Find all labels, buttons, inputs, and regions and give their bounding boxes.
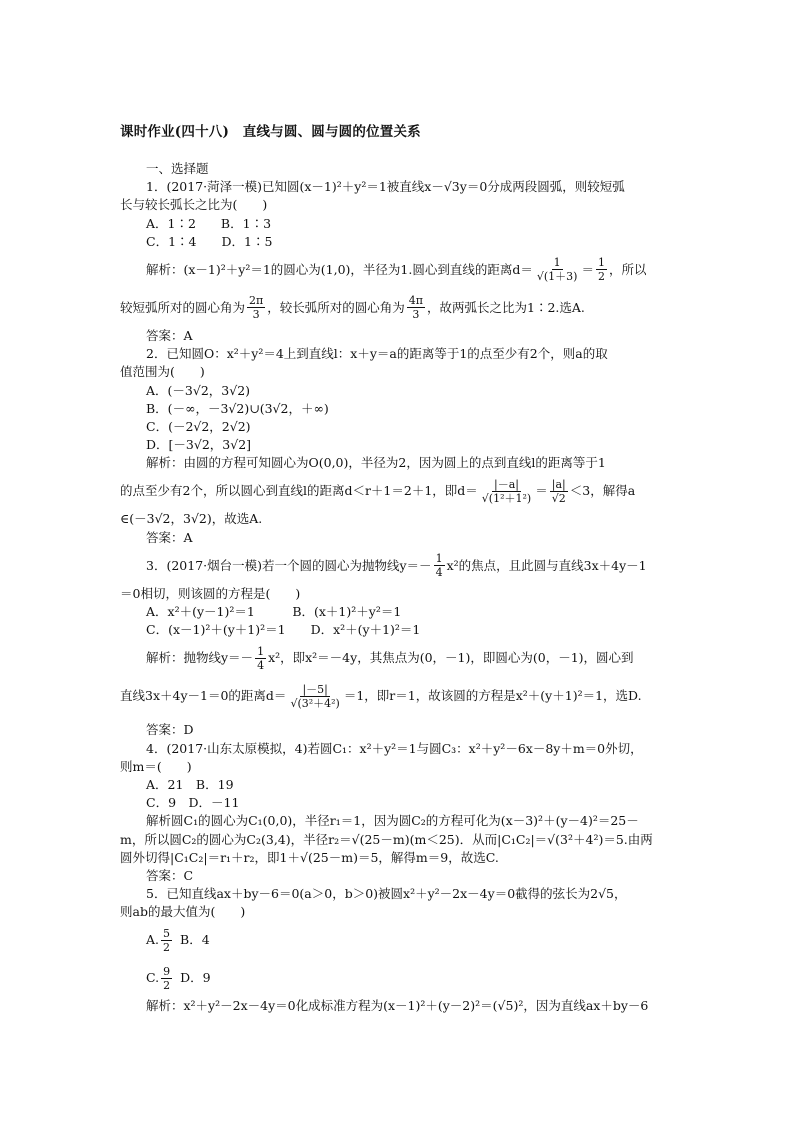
q1-options-1: A．1∶2 B．1∶3 — [146, 215, 272, 231]
section-heading: 一、选择题 — [146, 161, 209, 176]
q4-solution-3: 圆外切得|C₁C₂|＝r₁＋r₂，即1＋√(25－m)＝5，解得m＝9，故选C. — [120, 849, 499, 865]
q1-fraction-2pi3: $\frac{2\pi}{3}$ — [249, 294, 264, 322]
q5-fraction-5-2: $\frac{5}{2}$ — [163, 926, 171, 954]
q4-stem-1: 4．(2017·山东太原模拟，4)若圆C₁：x²＋y²＝1与圆C₃：x²＋y²－6x－8y＋m＝0外切， — [146, 740, 643, 756]
q1-fraction-distance: $\frac{1}{√(1+3)}$ — [536, 256, 578, 284]
q5-stem-1: 5．已知直线ax＋by－6＝0(a＞0，b＞0)被圆x²＋y²－2x－4y＝0截得的弦长为2√5， — [146, 886, 627, 902]
q4-answer: 答案：C — [146, 867, 194, 883]
q3-answer: 答案：D — [146, 722, 194, 738]
content — [120, 160, 680, 1016]
q2-answer: 答案：A — [146, 529, 193, 545]
q1-solution-1: 解析：(x－1)²＋y²＝1的圆心为(1,0)，半径为1.圆心到直线的距离d＝ $\frac{1}{√(1+3)}$ ＝ $\frac{1}{2}$ ，所以 — [146, 256, 647, 284]
q2-solution-3: ∈(－3√2，3√2)，故选A. — [120, 511, 263, 527]
q2-option-c: C．(－2√2，2√2) — [146, 418, 251, 434]
q2-solution-1: 解析：由圆的方程可知圆心为O(0,0)，半径为2，因为圆上的点到直线l的距离等于1 — [146, 455, 606, 471]
q4-solution-1: 解析圆C₁的圆心为C₁(0,0)，半径r₁＝1，因为圆C₂的方程可化为(x－3)²＋(y－4)²＝25－ — [146, 813, 639, 829]
q1-sol-text: 解析：(x－1)²＋y²＝1的圆心为(1,0)，半径为1.圆心到直线的距离d＝ — [146, 261, 533, 277]
q5-options-ab: A. $\frac{5}{2}$ B．4 — [146, 926, 210, 954]
q1-options-2: C．1∶4 D．1∶5 — [146, 233, 273, 249]
q2-stem-1: 2．已知圆O：x²＋y²＝4上到直线l：x＋y＝a的距离等于1的点至少有2个，则a的取 — [146, 346, 608, 362]
q1-solution-2: 较短弧所对的圆心角为 $\frac{2\pi}{3}$ ，较长弧所对的圆心角为 $\frac{4\pi}{3}$ ，故两弧长之比为1∶2.选A. — [120, 294, 585, 322]
q1-fraction-half: $\frac{1}{2}$ — [597, 256, 605, 284]
q2-option-b: B．(－∞，－3√2)∪(3√2，＋∞) — [146, 400, 329, 416]
q4-stem-2: 则m＝( ) — [120, 758, 192, 774]
q3-solution-2: 直线3x＋4y－1＝0的距离d＝ $\frac{|-5|}{\text{√(3²＋4²)}}$ ＝1，即r＝1，故该圆的方程是x²＋(y＋1)²＝1，选D. — [120, 682, 642, 710]
q3-options-1: A．x²＋(y－1)²＝1 B．(x＋1)²＋y²＝1 — [146, 604, 402, 619]
q3-fraction-distance: $\frac{|-5|}{\text{√(3²＋4²)}}$ — [290, 682, 340, 710]
q4-options-2: C．9 D．－11 — [146, 795, 240, 811]
q3-fraction-quarter: $\frac{1}{4}$ — [435, 552, 443, 580]
q2-fraction-abs-a: $\frac{|a|}{√2}$ — [551, 477, 566, 505]
q5-options-cd: C. $\frac{9}{2}$ D．9 — [146, 964, 211, 992]
q3-stem-1: 3．(2017·烟台一模)若一个圆的圆心为抛物线y＝－ $\frac{1}{4}$ x²的焦点，且此圆与直线3x＋4y－1 — [146, 552, 647, 580]
q4-options-1: A．21 B．19 — [146, 776, 234, 792]
q5-stem-2: 则ab的最大值为( ) — [120, 904, 246, 920]
q5-solution-1: 解析：x²＋y²－2x－4y＝0化成标准方程为(x－1)²＋(y－2)²＝(√5)²，因为直线ax＋by－6 — [146, 998, 649, 1014]
q4-solution-2: m，所以圆C₂的圆心为C₂(3,4)，半径r₂＝√(25－m)(m＜25)．从而|C₁C₂|＝√(3²＋4²)＝5.由两 — [120, 831, 653, 847]
q5-fraction-9-2: $\frac{9}{2}$ — [163, 964, 171, 992]
q1-fraction-4pi3: $\frac{4\pi}{3}$ — [408, 294, 423, 322]
q2-option-d: D．[－3√2，3√2] — [146, 437, 252, 453]
q1-stem-2: 长与较长弧长之比为( ) — [120, 197, 268, 213]
q1-stem-1: 1．(2017·菏泽一模)已知圆(x－1)²＋y²＝1被直线x－√3y＝0分成两段圆弧，则较短弧 — [146, 179, 625, 195]
q2-option-a: A．(－3√2，3√2) — [146, 382, 251, 398]
q1-answer: 答案：A — [146, 327, 193, 343]
page-title: 课时作业(四十八) 直线与圆、圆与圆的位置关系 — [120, 124, 421, 140]
q3-stem-2: ＝0相切，则该圆的方程是( ) — [120, 585, 301, 601]
q3-options-2: C．(x－1)²＋(y＋1)²＝1 D．x²＋(y＋1)²＝1 — [146, 622, 421, 638]
q2-stem-2: 值范围为( ) — [120, 364, 205, 380]
q3-sol-fraction-quarter: $\frac{1}{4}$ — [257, 644, 265, 672]
q2-fraction-distance: $\frac{|-a|}{\text{√(1²＋1²)}}$ — [481, 477, 532, 505]
q2-solution-2: 的点至少有2个，所以圆心到直线l的距离d＜r＋1＝2＋1，即d＝ $\frac{|-a|}{\text{√(1²＋1²)}}$ ＝ $\frac{|a|}{√2}$ ＜3，解得a — [120, 477, 636, 505]
q3-solution-1: 解析：抛物线y＝－ $\frac{1}{4}$ x²，即x²＝－4y，其焦点为(0，－1)，即圆心为(0，－1)，圆心到 — [146, 644, 634, 672]
